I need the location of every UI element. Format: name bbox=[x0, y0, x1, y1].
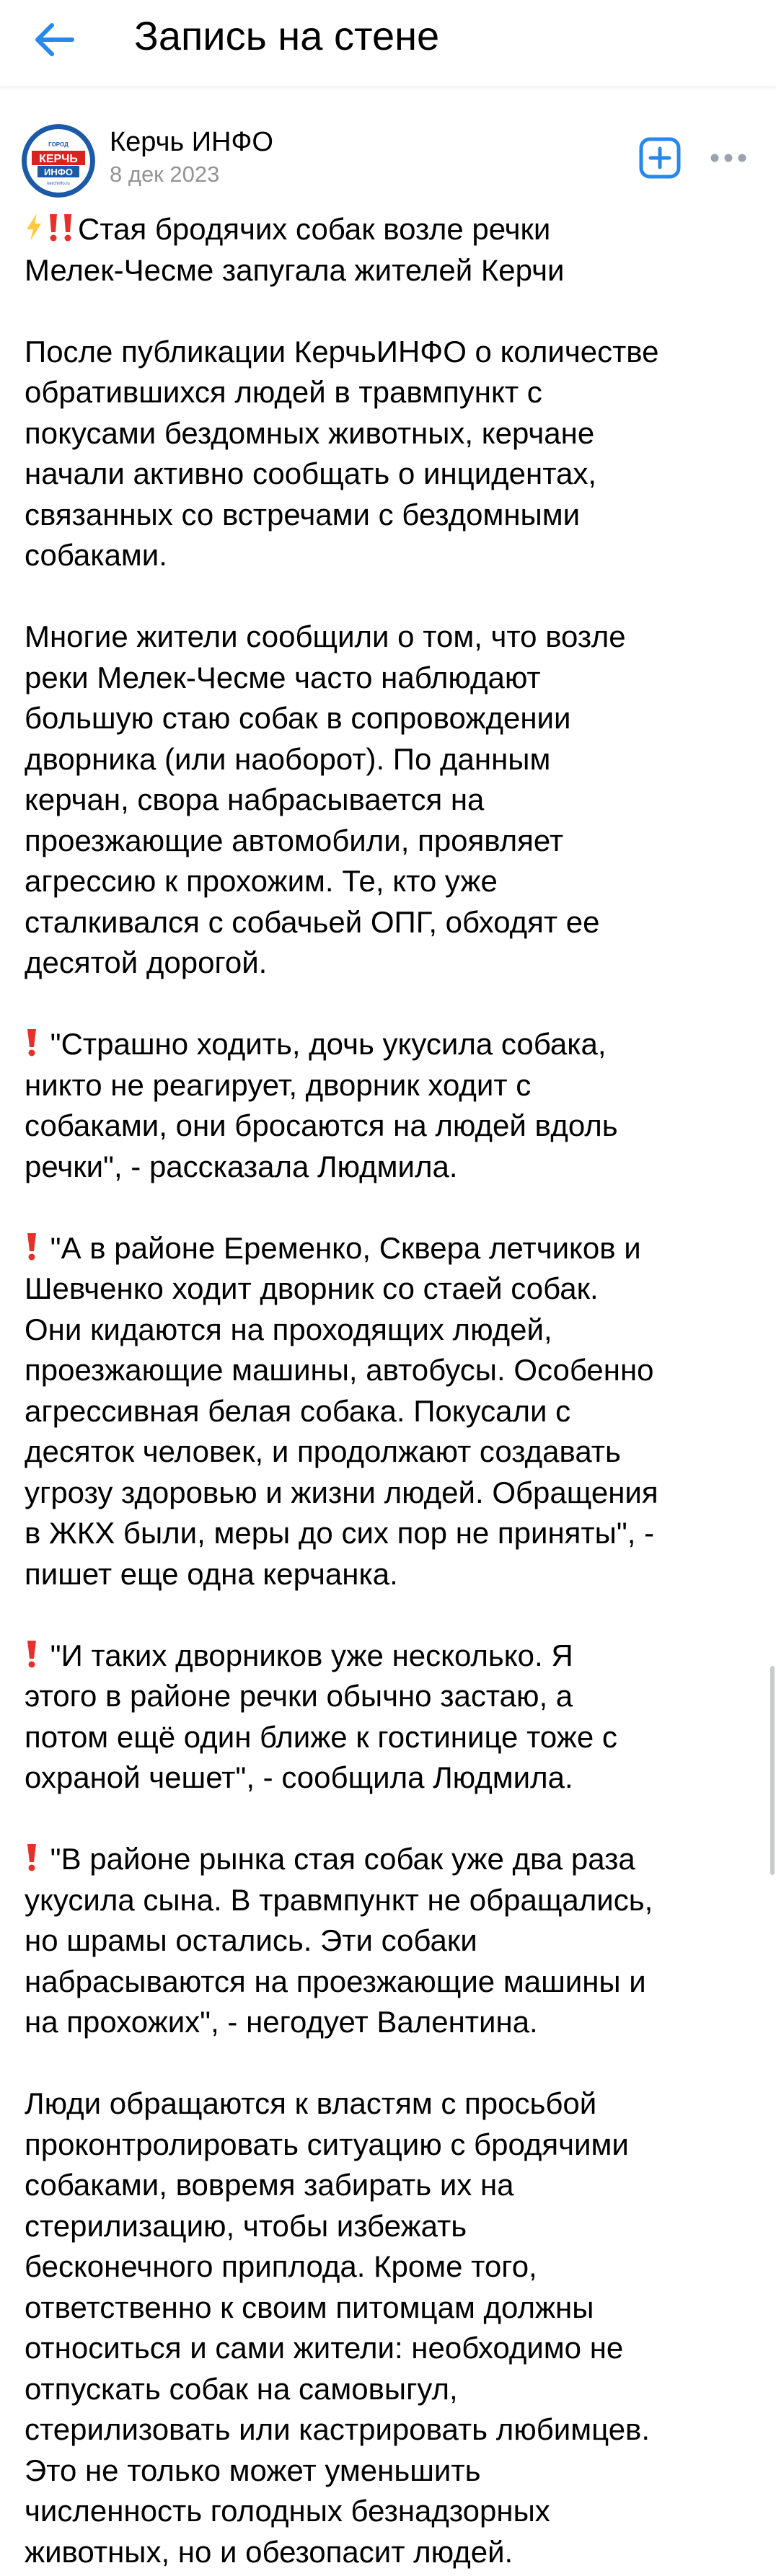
double-exclamation-icon bbox=[46, 212, 75, 242]
arrow-left-icon bbox=[32, 22, 75, 58]
avatar[interactable] bbox=[22, 124, 95, 198]
paragraph-text: После публикации КерчьИНФО о количестве обратившихся людей в травмпункт с покусами бездомных животных, керчане начали активно сообщать о инцидентах, связанных со встречами с бездомными собаками. bbox=[25, 334, 659, 572]
post-paragraph bbox=[25, 617, 754, 984]
exclamation-icon bbox=[25, 1842, 39, 1872]
post-quote bbox=[25, 1228, 754, 1595]
post-quote bbox=[25, 1636, 754, 1799]
avatar-top-text: ГОРОД bbox=[48, 141, 69, 148]
author-name[interactable]: Керчь ИНФО bbox=[110, 127, 273, 157]
post-quote bbox=[25, 1839, 754, 2043]
exclamation-icon bbox=[25, 1638, 39, 1669]
scrollbar[interactable] bbox=[770, 1666, 775, 1875]
paragraph-text: Стая бродячих собак возле речки Мелек-Чесме запугала жителей Керчи bbox=[25, 212, 565, 287]
paragraph-text: "И таких дворников уже несколько. Я этого в районе речки обычно застаю, а потом ещё один ближе к гостинице тоже с охраной чешет", - сообщила Людмила. bbox=[25, 1638, 617, 1794]
paragraph-text: "А в районе Еременко, Сквера летчиков и Шевченко ходит дворник со стаей собак. Они кидаются на проходящих людей, проезжающие машины, автобусы. Особенно агрессивная белая собака. Покусали с десяток человек, и продолжают создавать угрозу здоровью и жизни людей. Обращения в ЖКХ были, меры до сих пор не приняты", - пишет еще одна керчанка. bbox=[25, 1230, 658, 1591]
post-paragraph bbox=[25, 2083, 754, 2572]
avatar-main-text: КЕРЧЬ bbox=[39, 153, 78, 165]
lightning-icon bbox=[25, 212, 43, 242]
avatar-sub-text: ИНФО bbox=[44, 167, 73, 177]
back-button[interactable] bbox=[26, 14, 81, 65]
exclamation-icon bbox=[25, 1231, 39, 1261]
avatar-site-text: kerchinfo.ru bbox=[47, 182, 70, 186]
paragraph-text: Многие жители сообщили о том, что возле реки Мелек-Чесме часто наблюдают большую стаю собак в сопровождении дворника (или наоборот). По данным керчан, свора набрасывается на проезжающие автомобили, проявляет агрессию к прохожим. Те, кто уже сталкивался с собачьей ОПГ, обходят ее десятой дорогой. bbox=[25, 619, 626, 979]
paragraph-text: "Страшно ходить, дочь укусила собака, никто не реагирует, дворник ходит с собаками, они бросаются на людей вдоль речки", - рассказала Людмила. bbox=[25, 1027, 618, 1183]
paragraph-text: Люди обращаются к властям с просьбой проконтролировать ситуацию с бродячими собаками, вовремя забирать их на стерилизацию, чтобы избежать бесконечного приплода. Кроме того, ответственно к своим питомцам должны относиться и сами жители: необходимо не отпускать собак на самовыгул, стерилизовать или кастрировать любимцев. Это не только может уменьшить численность голодных безнадзорных животных, но и обезопасит людей. bbox=[25, 2086, 651, 2569]
post-paragraph-title bbox=[25, 209, 754, 291]
more-button[interactable] bbox=[707, 140, 750, 176]
post-quote bbox=[25, 1024, 754, 1187]
plus-square-icon bbox=[638, 136, 682, 180]
paragraph-text: "В районе рынка стая собак уже два раза укусила сына. В травмпункт не обращались, но шрамы остались. Эти собаки набрасываются на проезжающие машины и на прохожих", - негодует Валентина. bbox=[25, 1842, 653, 2039]
page-title: Запись на стене bbox=[134, 13, 440, 58]
post-date: 8 дек 2023 bbox=[110, 162, 220, 187]
post-text bbox=[25, 209, 754, 2572]
top-bar bbox=[0, 0, 776, 87]
more-horizontal-icon bbox=[710, 153, 747, 163]
add-button[interactable] bbox=[638, 136, 682, 180]
exclamation-icon bbox=[25, 1027, 39, 1057]
community-logo-icon bbox=[22, 124, 95, 198]
post-header bbox=[0, 115, 776, 209]
post-paragraph bbox=[25, 332, 754, 576]
